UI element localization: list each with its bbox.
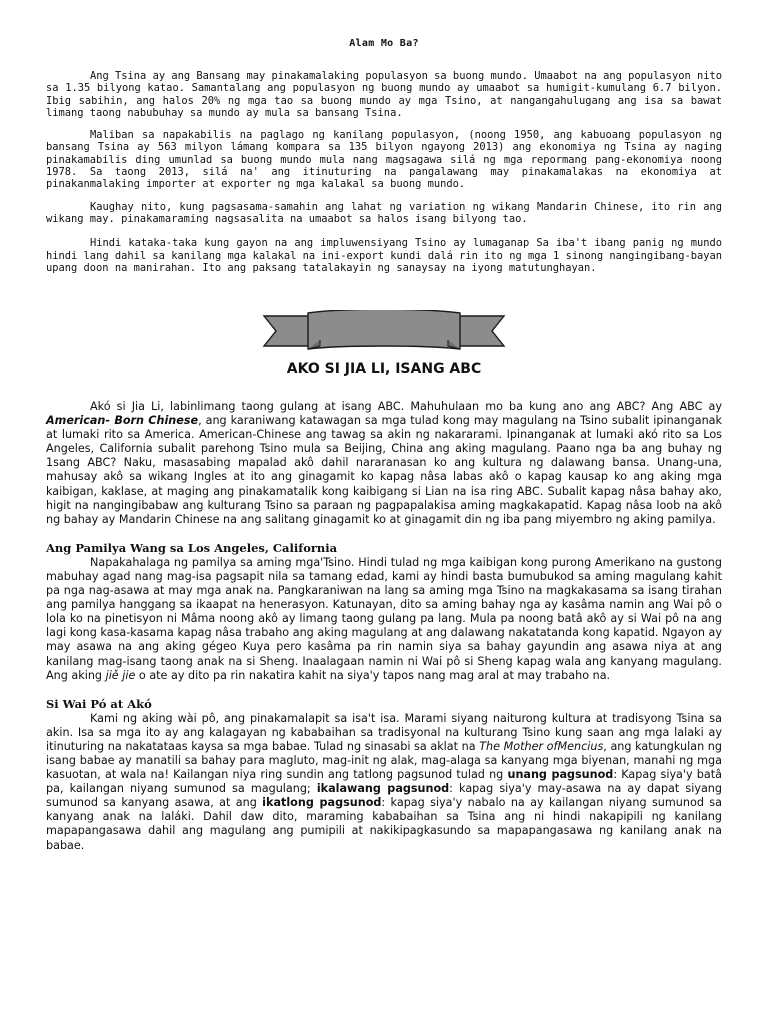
story-text: , ang karaniwang katawagan sa mga tulad kong may magulang na Tsino subalit ipinanganak at lumaki rito sa America. American-Chinese ang tawag sa akin ng nakararami. Ipinanganak at lumaki akó rito sa Los Angeles, California subalit parehong Tsino mula sa Beijing, China ang aking magulang. Paano nga ba ang buhay ng 1sang ABC? Naku, masasabing mapalad akô dahil nararanasan ko ang kultura ng dalawang bansa. Unang-una, mahusay akô sa wikang Ingles at ito ang ginagamit ko kapag nâsa labas akô o kapag kausap ko ang aking mga kaibigan, kaklase, at maging ang pinakamatalik kong kaibigang si Lian na isa ring ABC. Subalit kapag nâsa bahay ako, higit na nangingibabaw ang kulturang Tsino sa paraan ng pagpapalakisa aming magkakapatid. Kapag nâsa loob na akô ng bahay ay Mandarin Chinese na ang salitang ginagamit ko at ginagamit din ng iba pang miyembro ng aking pamilya.	[46, 414, 722, 526]
story-text: : kapag siya'y nabalo na ay kailangan niyang sumunod sa kanyang anak na laláki. Dahil daw dito, maraming kababaihan sa Tsina ang ni hindi nakapipili ng kanilang mapapangasawa dahil ang magulang ang pumipili at nakikipagkasundo sa mapapangasawa ng kanilang anak na babae.	[46, 796, 722, 852]
emphasized-term: jiě jie	[105, 668, 136, 682]
subheading-pamilya-wang: Ang Pamilya Wang sa Los Angeles, California	[46, 540, 338, 555]
story-text: o ate ay dito pa rin nakatira kahit na siya'y tapos nang mag aral at may trabaho na.	[135, 668, 611, 682]
ribbon-banner	[262, 310, 506, 352]
subheading-wai-po: Si Wai Pó at Akó	[46, 696, 152, 711]
story-text: Akó si Jia Li, labinlimang taong gulang at isang ABC. Mahuhulaan mo ba kung ano ang ABC? Ang ABC ay	[90, 400, 722, 413]
bold-term: unang pagsunod	[507, 768, 614, 782]
page-title: Alam Mo Ba?	[349, 38, 419, 49]
intro-paragraph: Hindi kataka-taka kung gayon na ang impluwensiyang Tsino ay lumaganap Sa iba't ibang panig ng mundo hindi lang dahil sa kanilang mga kalakal na ini-export kundi dalá rin ito ng mga 1 sinong nangingibang-bayan upang doon na manirahan. Ito ang paksang tatalakayin ng sanaysay na iyong matutunghayan.	[46, 237, 722, 274]
section-heading: AKO SI JIA LI, ISANG ABC	[286, 361, 482, 377]
story-text: , ang katungkulan ng isang babae ay manatili sa bahay para magluto, mag-init ng alak, mag-alaga sa kanyang mga biyenan, manahi ng mga kasuotan, at wala na! Kailangan niya ring sundin ang tatlong pagsunod tulad ng	[46, 739, 722, 782]
bold-term: ikalawang pagsunod	[316, 782, 450, 796]
intro-paragraph: Kaughay nito, kung pagsasama-samahin ang lahat ng variation ng wikang Mandarin Chinese, ito rin ang wikang may. pinakamaraming nagsasalita na umaabot sa halos isang bilyong tao.	[46, 200, 722, 225]
story-paragraph	[46, 400, 722, 527]
emphasized-term: American- Born Chinese	[46, 414, 199, 428]
ribbon-center	[308, 310, 460, 349]
book-title: The Mother ofMencius	[479, 739, 604, 753]
intro-section	[46, 70, 722, 284]
bold-term: ikatlong pagsunod	[262, 796, 382, 810]
intro-paragraph: Ang Tsina ay ang Bansang may pinakamalaking populasyon sa buong mundo. Umaabot na ang populasyon nito sa 1.35 bilyong katao. Samantalang ang populasyon ng buong mundo ay umaabot sa humigit-kumulang 6.7 bilyon. Ibig sabihin, ang halos 20% ng mga tao sa buong mundo ay mga Tsino, at nangangahulugang ang isa sa bawat limang taong nabubuhay sa mundo ay mula sa bansang Tsina.	[46, 70, 722, 119]
story-paragraph	[46, 712, 722, 853]
story-section	[46, 400, 722, 853]
story-text: Napakahalaga ng pamilya sa aming mga'Tsino. Hindi tulad ng mga kaibigan kong purong Amerikano na gustong mabuhay agad nang mag-isa pagsapit nila sa tamang edad, kami ay hindi basta bumubukod sa aming magulang kahit pa nga nag-asawa at may mga anak na. Pangkaraniwan na lang sa aming mga Tsino na magkakasama sa isang tirahan ang pamilya hanggang sa ikaapat na henerasyon. Katunayan, dito sa aming bahay nga ay kasâma namin ang Wai pô o lola ko na pinetisyon ni Mâma noong akô ay limang taong gulang pa lang. Mula pa noong batâ akô ay si Wai pô na ang lagi kong kasa-kasama kapag nâsa trabaho ang aking magulang at ang dalawang nakatatanda kong kapatid. Ngayon ay may asawa na ang aking gégeo Kuya pero kasâma pa rin namin siya sa bahay gayundin ang asawa niya at ang kanilang mag-isang taong anak na si Sheng. Inaalagaan namin ni Wai pô si Sheng kapag wala ang kanyang magulang. Ang aking	[46, 555, 722, 682]
story-text: : Kapag siya'y batâ pa, kailangan niyang sumunod sa magulang;	[46, 768, 722, 796]
story-text: : kapag siya'y may-asawa na ay dapat siyang sumunod sa kanyang asawa, at ang	[46, 782, 723, 810]
intro-paragraph: Maliban sa napakabilis na paglago ng kanilang populasyon, (noong 1950, ang kabuoang populasyon ng bansang Tsina ay 563 milyon lámang kompara sa 135 bilyon ngayong 2013) ang ekonomiya ng Tsina ay naging pinakamabilis ding umunlad sa buong mundo mula nang magsagawa silá ng mga repormang pang-ekonomiya noong 1978. Sa taong 2013, silá na' ang itinuturing na pangalawang may pinakamalakas na ekonomiya at pinakanmalaking importer at exporter ng mga kalakal sa buong mundo.	[46, 129, 722, 191]
story-paragraph	[46, 556, 722, 683]
story-text: Kami ng aking wài pô, ang pinakamalapit sa isa't isa. Marami siyang naiturong kultura at tradisyong Tsina sa akin. Isa sa mga ito ay ang kalagayan ng kababaihan sa tradisyonal na kulturang Tsino kung saan ang mga lalaki ay itinuturing na nakatataas kaysa sa mga babae. Tulad ng sinasabi sa aklat na	[46, 711, 722, 753]
